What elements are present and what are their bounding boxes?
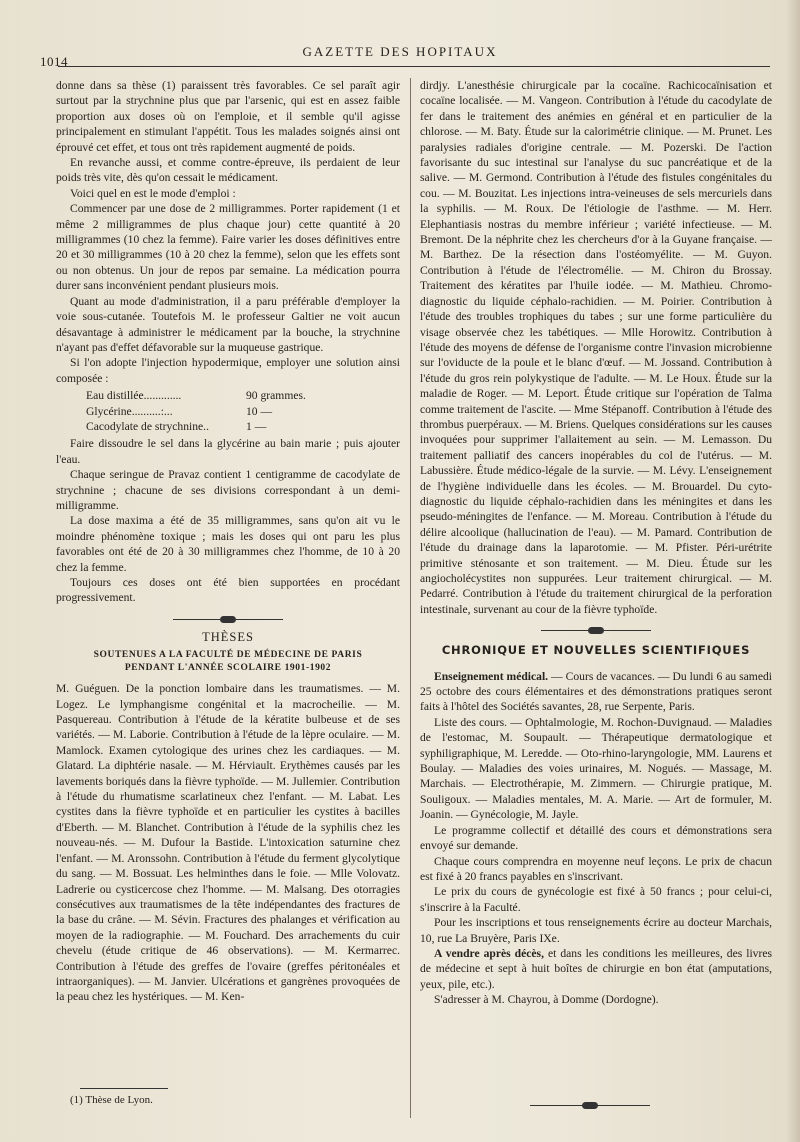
theses-heading: THÈSES (202, 629, 254, 644)
paragraph: Faire dissoudre le sel dans la glycérine au bain marie ; puis ajouter l'eau. (56, 437, 400, 466)
lead-in: Enseignement médical. (434, 669, 549, 683)
footnote-rule (80, 1088, 168, 1089)
lead-in: A vendre après décès, (434, 946, 544, 960)
header-rule (58, 66, 770, 67)
paragraph: En revanche aussi, et comme contre-épreuve, ils perdaient de leur poids très vite, dès qu'on cessait le médicament. (56, 156, 400, 185)
paragraph: S'adresser à M. Chayrou, à Domme (Dordogne). (434, 993, 659, 1007)
formula-row (56, 388, 400, 403)
page-edge-shadow (786, 0, 800, 1142)
footnote: (1) Thèse de Lyon. (70, 1094, 153, 1106)
paragraph: Le prix du cours de gynécologie est fixé à 50 francs ; pour celui-ci, s'inscrire à la Faculté. (420, 885, 772, 914)
chronique-heading: CHRONIQUE ET NOUVELLES SCIENTIFIQUES (441, 643, 751, 658)
paragraph: A vendre après décès, et dans les conditions les meilleures, des livres de médecine et sept à huit boîtes de chirurgie en bon état (amputations, yeux, pile, etc.). (420, 946, 772, 991)
paragraph: La dose maxima a été de 35 milligrammes, sans qu'on ait vu le moindre phénomène toxique ; mais les doses qui ont paru les plus favorables ont été de 20 à 30 milligrammes chez l'homme, de 10 à 20 chez la femme. (56, 514, 400, 574)
paragraph: Chaque cours comprendra en moyenne neuf leçons. Le prix de chacun est fixé à 20 francs payables en s'inscrivant. (420, 854, 772, 883)
paragraph: Toujours ces doses ont été bien supportées en procédant progressivement. (56, 576, 400, 605)
section-ornament (173, 616, 283, 624)
paragraph: Chaque seringue de Pravaz contient 1 centigramme de cacodylate de strychnine ; chacune de ses divisions correspondant à un demi-milligramme. (56, 468, 400, 512)
section-ornament (541, 627, 651, 635)
paragraph: Commencer par une dose de 2 milligrammes. Porter rapidement (1 et même 2 milligrammes de plus chaque jour) cette quantité à 20 milligrammes (10 chez la femme). Faire varier les doses définitives entre 20 et 30 milligrammes (10 à 20 chez la femme), selon que les effets sont ou non obtenus. Un jour de repos par semaine. La médication pourra durer sans inconvénient pendant plusieurs mois. (56, 202, 400, 293)
theses-subheading-line: PENDANT L'ANNÉE SCOLAIRE 1901-1902 (124, 663, 332, 674)
left-column (56, 78, 400, 1005)
theses-subheading (56, 649, 400, 675)
formula-ingredient: Glycérine..........:... (86, 404, 173, 418)
paragraph: Si l'on adopte l'injection hypodermique, employer une solution ainsi composée : (56, 356, 400, 385)
end-ornament (530, 1102, 650, 1110)
formula-row (56, 419, 400, 434)
right-column (420, 78, 772, 1008)
formula-row (56, 404, 400, 419)
paragraph: Enseignement médical. — Cours de vacances. — Du lundi 6 au samedi 25 octobre des cours élémentaires et des démonstrations pratiques seront faits à l'hôtel des Sociétés savantes, 28, rue Serpente, Paris. (420, 669, 772, 714)
running-title: GAZETTE DES HOPITAUX (302, 44, 498, 59)
page-header (0, 40, 800, 70)
paragraph: Voici quel en est le mode d'emploi : (70, 186, 236, 200)
theses-list-continued: dirdjy. L'anesthésie chirurgicale par la cocaïne. Rachicocaïnisation et cocaïne localisée. — M. Vangeon. Contribution à l'étude du cacodylate de fer dans le traitement des anémies en général et en particulier de la chlorose. — M. Baty. Étude sur la calorimétrie clinique. — M. Prunet. Les paralysies radiales d'origine centrale. — M. Pozerski. De l'action favorisante du suc intestinal sur l'analyse du suc pancréatique et de la salive. — M. Germond. Contribution à l'étude des fistules congénitales du cou. — M. Bouzitat. Les injections intra-veineuses de sels mercuriels dans la syphilis. — M. Roux. De l'étiologie de l'asthme. — M. Herr. Elephantiasis nostras du membre inférieur ; variété infectieuse. — M. Bremont. De la néphrite chez les chercheurs d'or à la Guyane française. — M. Barthez. De la résection dans l'ostéomyélite. — M. Guyon. Contribution à l'étude de l'électromélie. — M. Chiron du Brossay. Traitement des kératites par l'huile iodée. — M. Mathieu. Chromo-diagnostic du liquide céphalo-rachidien. — M. Poirier. Contribution à l'étude des troubles trophiques du tabes ; sur une forme particulière du visage observée chez les tabétiques. — Mlle Horowitz. Contribution à l'étude des moyens de défense de l'organisme contre l'invasion microbienne sur l'oviducte de la poule et le blanc d'œuf. — M. Jossand. Contribution à l'étude du gros rein polykystique de l'adulte. — M. Le Houx. Étude sur la maladie de Roger. — M. Leport. Étude critique sur l'opération de Talma comme traitement de l'ascite. — Mme Stépanoff. Contribution à l'étude des thrombus puerpéraux. — M. Briens. Quelques considérations sur les causes invoquées pour supprimer l'allaitement au sein. — M. Lemasson. Du traitement palliatif des cancers inopérables du col de l'utérus. — M. Labussière. Étude médico-légale de la survie. — M. Lévy. L'enseignement de l'hygiène individuelle dans les écoles. — M. Brouardel. Du cyto-diagnostic du liquide céphalo-rachidien dans les méningites et dans les pseudo-méningites de l'enfance. — M. Moreau. Contribution à l'étude du délire alcoolique (hallucination de l'eau). — M. Pamard. Contribution de l'étude du drainage dans la laparotomie. — M. Pfister. Péri-urétrite primitive sténosante et son traitement. — M. Dieu. Étude sur les angiocholécystites non suppurées. Leur traitement chirurgical. — M. Pedarré. Contribution à l'étude du traitement chirurgical de la perforation intestinale, survenant au cour de la fièvre typhoïde. (420, 79, 772, 616)
paragraph: Liste des cours. — Ophtalmologie, M. Rochon-Duvignaud. — Maladies de l'estomac, M. Soupault. — Thérapeutique dermatologique et syphiligraphique, M. Leredde. — Oto-rhino-laryngologie, MM. Laurens et Boulay. — Maladies des voies urinaires, M. Nogués. — Massage, M. Marchais. — Electrothérapie, M. Zimmern. — Chirurgie pratique, M. Souligoux. — Maladies mentales, M. A. Marie. — Art de formuler, M. Joanin. — Gynécologie, M. Jayle. (420, 715, 772, 822)
theses-subheading-line: SOUTENUES A LA FACULTÉ DE MÉDECINE DE PARIS (93, 650, 363, 661)
formula-ingredient: Eau distillée............. (86, 389, 182, 403)
formula-ingredient: Cacodylate de strychnine.. (86, 419, 209, 433)
formula-quantity: 1 — (246, 419, 267, 433)
paragraph: Quant au mode d'administration, il a paru préférable d'employer la voie sous-cutanée. Toutefois M. le professeur Galtier ne voit aucun désavantage à administrer le médicament par la bouche, la strychnine n'ayant pas d'effet défavorable sur la muqueuse gastrique. (56, 294, 400, 354)
page-number: 1014 (40, 54, 68, 69)
paragraph: Le programme collectif et détaillé des cours et démonstrations sera envoyé sur demande. (420, 823, 772, 853)
formula-quantity: 90 grammes. (246, 389, 306, 403)
column-divider (410, 78, 411, 1118)
paragraph: Pour les inscriptions et tous renseignements écrire au docteur Marchais, 10, rue La Bruyère, Paris IXe. (420, 916, 772, 945)
formula-quantity: 10 — (246, 404, 273, 418)
formula-table (56, 388, 400, 434)
theses-list: M. Guéguen. De la ponction lombaire dans les traumatismes. — M. Logez. Le lymphangisme congénital et la macrocheilie. — M. Pasquereau. Contribution à l'étude de la kératite bulbeuse et de ses variétés. — M. Laborie. Contribution à l'étude de la lèpre oculaire. — M. Mamlock. Examen cytologique des urines chez les cardiaques. — M. Glatard. La diphtérie nasale. — M. Hérviault. Erythèmes causés par les lavements boriqués dans la fièvre typhoïde. — M. Jullemier. Contribution à l'étude du rhumatisme scarlatineux chez l'enfant. — M. Labat. Les cystites dans la fièvre typhoïde et en particulier les cystites à bacilles d'Eberth. — M. Blanchet. Contribution à l'étude de la syphilis chez les nouveau-nés. — M. Dufour la Bastide. L'intoxication saturnine chez l'enfant. — M. Aronssohn. Contribution à l'étude du ferment glycolytique du sang. — M. Bossuat. Les helminthes dans le foie. — Mlle Volovatz. Ladrerie ou cysticercose chez l'homme. — M. Malsang. Des otorragies consécutives aux traumatismes de la tête indépendantes des fractures de la base du crâne. — M. Sévin. Fractures des phalanges et vérification au moyen de la radiographie. — M. Fouchard. Des arrachements du cuir chevelu (étude critique de 46 observations). — M. Kermarrec. Contribution à l'étude des greffes de l'ovaire (greffes péritonéales et intraorganiques). — M. Janvier. Ulcérations et gangrènes provoquées de la peau chez les hystériques. — M. Ken- (56, 682, 400, 1004)
paragraph: donne dans sa thèse (1) paraissent très favorables. Ce sel paraît agir surtout par la strychnine plus que par l'arsenic, qui est en assez faible proportion aux doses où on l'emploie, et il semble qu'il agisse principalement en stimulant l'appétit. Tous les malades soignés ainsi ont éprouvé cet effet, et tous ont très rapidement augmenté de poids. (56, 79, 400, 154)
